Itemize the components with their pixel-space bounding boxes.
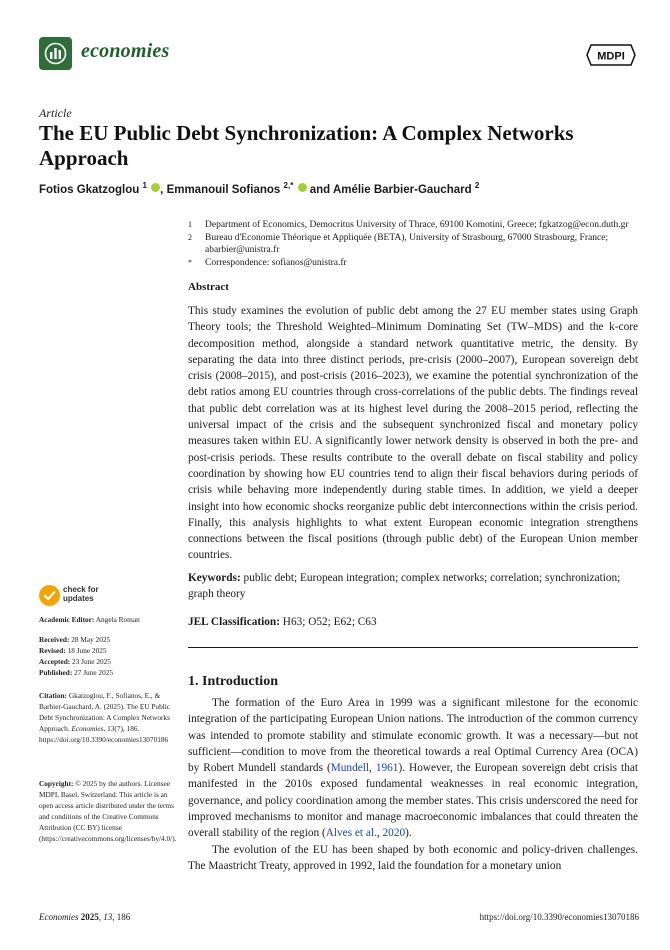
paragraph: The formation of the Euro Area in 1999 was a significant milestone for the economic integration of the participating European Union nations. The introduction of the common currency was intended to promote stability and stimulate economic growth. It was a necessary—but not sufficient—condition to move from the theoretical towards a real Optimal Currency Area (OCA) by Robert Mundell standards (Mundell, 1961). However, the European sovereign debt crisis that manifested in the 2010s exposed fundamental weaknesses in real economic integration, governance, and policy coordination among the member states. This crisis underscored the need for improved mechanisms to monitor and manage macroeconomic imbalances that could threaten the overall stability of the region (Alves et al., 2020). bbox=[188, 697, 638, 840]
citation-year-link[interactable]: 2020 bbox=[382, 827, 406, 840]
affiliation-item: 2 Bureau d'Economie Théorique et Appliquée (BETA), University of Strasbourg, 67000 Strasbourg, France; abarbier@unistra.fr bbox=[188, 233, 609, 255]
orcid-icon[interactable] bbox=[298, 183, 307, 192]
check-updates-icon bbox=[39, 585, 60, 606]
jel-classification bbox=[188, 616, 638, 628]
paragraph: The evolution of the EU has been shaped by both economic and policy-driven challenges. The Maastricht Treaty, approved in 1992, laid the foundation for a monetary union bbox=[188, 843, 638, 872]
keywords bbox=[188, 570, 638, 603]
academic-editor: Academic Editor: Angela Roman bbox=[39, 615, 140, 624]
author-list: Fotios Gkatzoglou $^1$ , Emmanouil Sofianos $^{2,*}$ and Amélie Barbier-Gauchard $^2$ bbox=[39, 181, 480, 196]
orcid-icon[interactable] bbox=[151, 183, 160, 192]
abstract-text: This study examines the evolution of public debt among the 27 EU member states using Graph Theory tools; the Threshold Weighted–Minimum Dominating Set (TW–MDS) and the k-core decomposition method, alongside a standard network quantitative metric, the density. By separating the data into three distinct periods, pre-crisis (2000–2007), European sovereign debt crisis (2008–2015), and post-crisis (2016–2023), we examine the potential synchronization of the debt ratios among EU countries through cross-correlations of the public debts. The findings reveal that public debt correlation was at its highest level during the 2008–2015 period, reflecting the universal impact of the crisis and the subsequent synchronized fiscal and monetary policy measures taken within EU. A significantly lower network density is observed in both the pre- and post-crisis periods. These results contribute to the overall debate on fiscal stability and policy coordination by showing how EU countries tend to align their fiscal behaviors during periods of crisis while behaving more independently during stable times. In addition, we yield a deeper insight into how economic shocks reorganize public debt interconnections within the crisis period. Finally, this analysis highlights to what extent European economic integration strengthens connections between the fiscal positions (through public debt) of the European Union member countries. bbox=[188, 305, 638, 562]
author-affil-mark: 2,* bbox=[283, 181, 294, 191]
publisher-name: MDPI bbox=[597, 50, 625, 63]
publication-dates: Received: 28 May 2025 Revised: 18 June 2025 Accepted: 23 June 2025 Published: 27 June 2025 bbox=[39, 635, 114, 678]
introduction-body bbox=[188, 695, 638, 874]
article-title: The EU Public Debt Synchronization: A Complex Networks Approach bbox=[39, 121, 574, 170]
citation-year-link[interactable]: 1961 bbox=[375, 762, 399, 775]
article-type: Article bbox=[39, 106, 72, 120]
author-name[interactable]: Fotios Gkatzoglou bbox=[39, 184, 140, 196]
keywords-label: Keywords: bbox=[188, 572, 241, 584]
affiliations bbox=[188, 220, 638, 271]
citation-link[interactable]: Mundell bbox=[330, 762, 370, 775]
author-name[interactable]: Amélie Barbier-Gauchard bbox=[332, 184, 472, 196]
footer-journal-info: Economies 2025, 13, 186 bbox=[39, 912, 131, 922]
section-divider bbox=[188, 647, 638, 648]
keywords-text: public debt; European integration; complex networks; correlation; synchronization; graph theory bbox=[188, 572, 621, 601]
citation-link[interactable]: Alves et al. bbox=[325, 827, 377, 840]
correspondence-item: * Correspondence: sofianos@unistra.fr bbox=[188, 257, 347, 268]
copyright-block: Copyright: © 2025 by the authors. Licensee MDPI, Basel, Switzerland. This article is an open access article distributed under the terms and conditions of the Creative Commons Attribution (CC BY) license (https://creativecommons.org/licenses/by/4.0/). bbox=[39, 779, 177, 844]
author-affil-mark: 1 bbox=[142, 181, 147, 191]
footer-doi-link[interactable]: https://doi.org/10.3390/economies13070186 bbox=[479, 912, 639, 922]
jel-label: JEL Classification: bbox=[188, 616, 280, 628]
journal-logo-icon bbox=[39, 37, 72, 70]
section-heading: 1. Introduction bbox=[188, 674, 278, 689]
mdpi-logo-icon[interactable] bbox=[586, 44, 636, 66]
check-updates-button[interactable]: check for updates bbox=[39, 585, 149, 609]
journal-name[interactable]: economies bbox=[81, 40, 170, 62]
author-name[interactable]: Emmanouil Sofianos bbox=[166, 184, 281, 196]
citation-block[interactable]: Citation: Gkatzoglou, F., Sofianos, E., & Barbier-Gauchard, A. (2025). The EU Public Debt Synchronization: A Complex Networks Approach. Economies, 13(7), 186. https://doi.org/10.3390/economies13070186 bbox=[39, 691, 171, 745]
abstract-heading: Abstract bbox=[188, 281, 229, 293]
jel-codes: H63; O52; E62; C63 bbox=[282, 616, 377, 628]
author-affil-mark: 2 bbox=[474, 181, 480, 191]
affiliation-item: 1 Department of Economics, Democritus University of Thrace, 69100 Komotini, Greece; fgkatzog@econ.duth.gr bbox=[188, 220, 629, 230]
